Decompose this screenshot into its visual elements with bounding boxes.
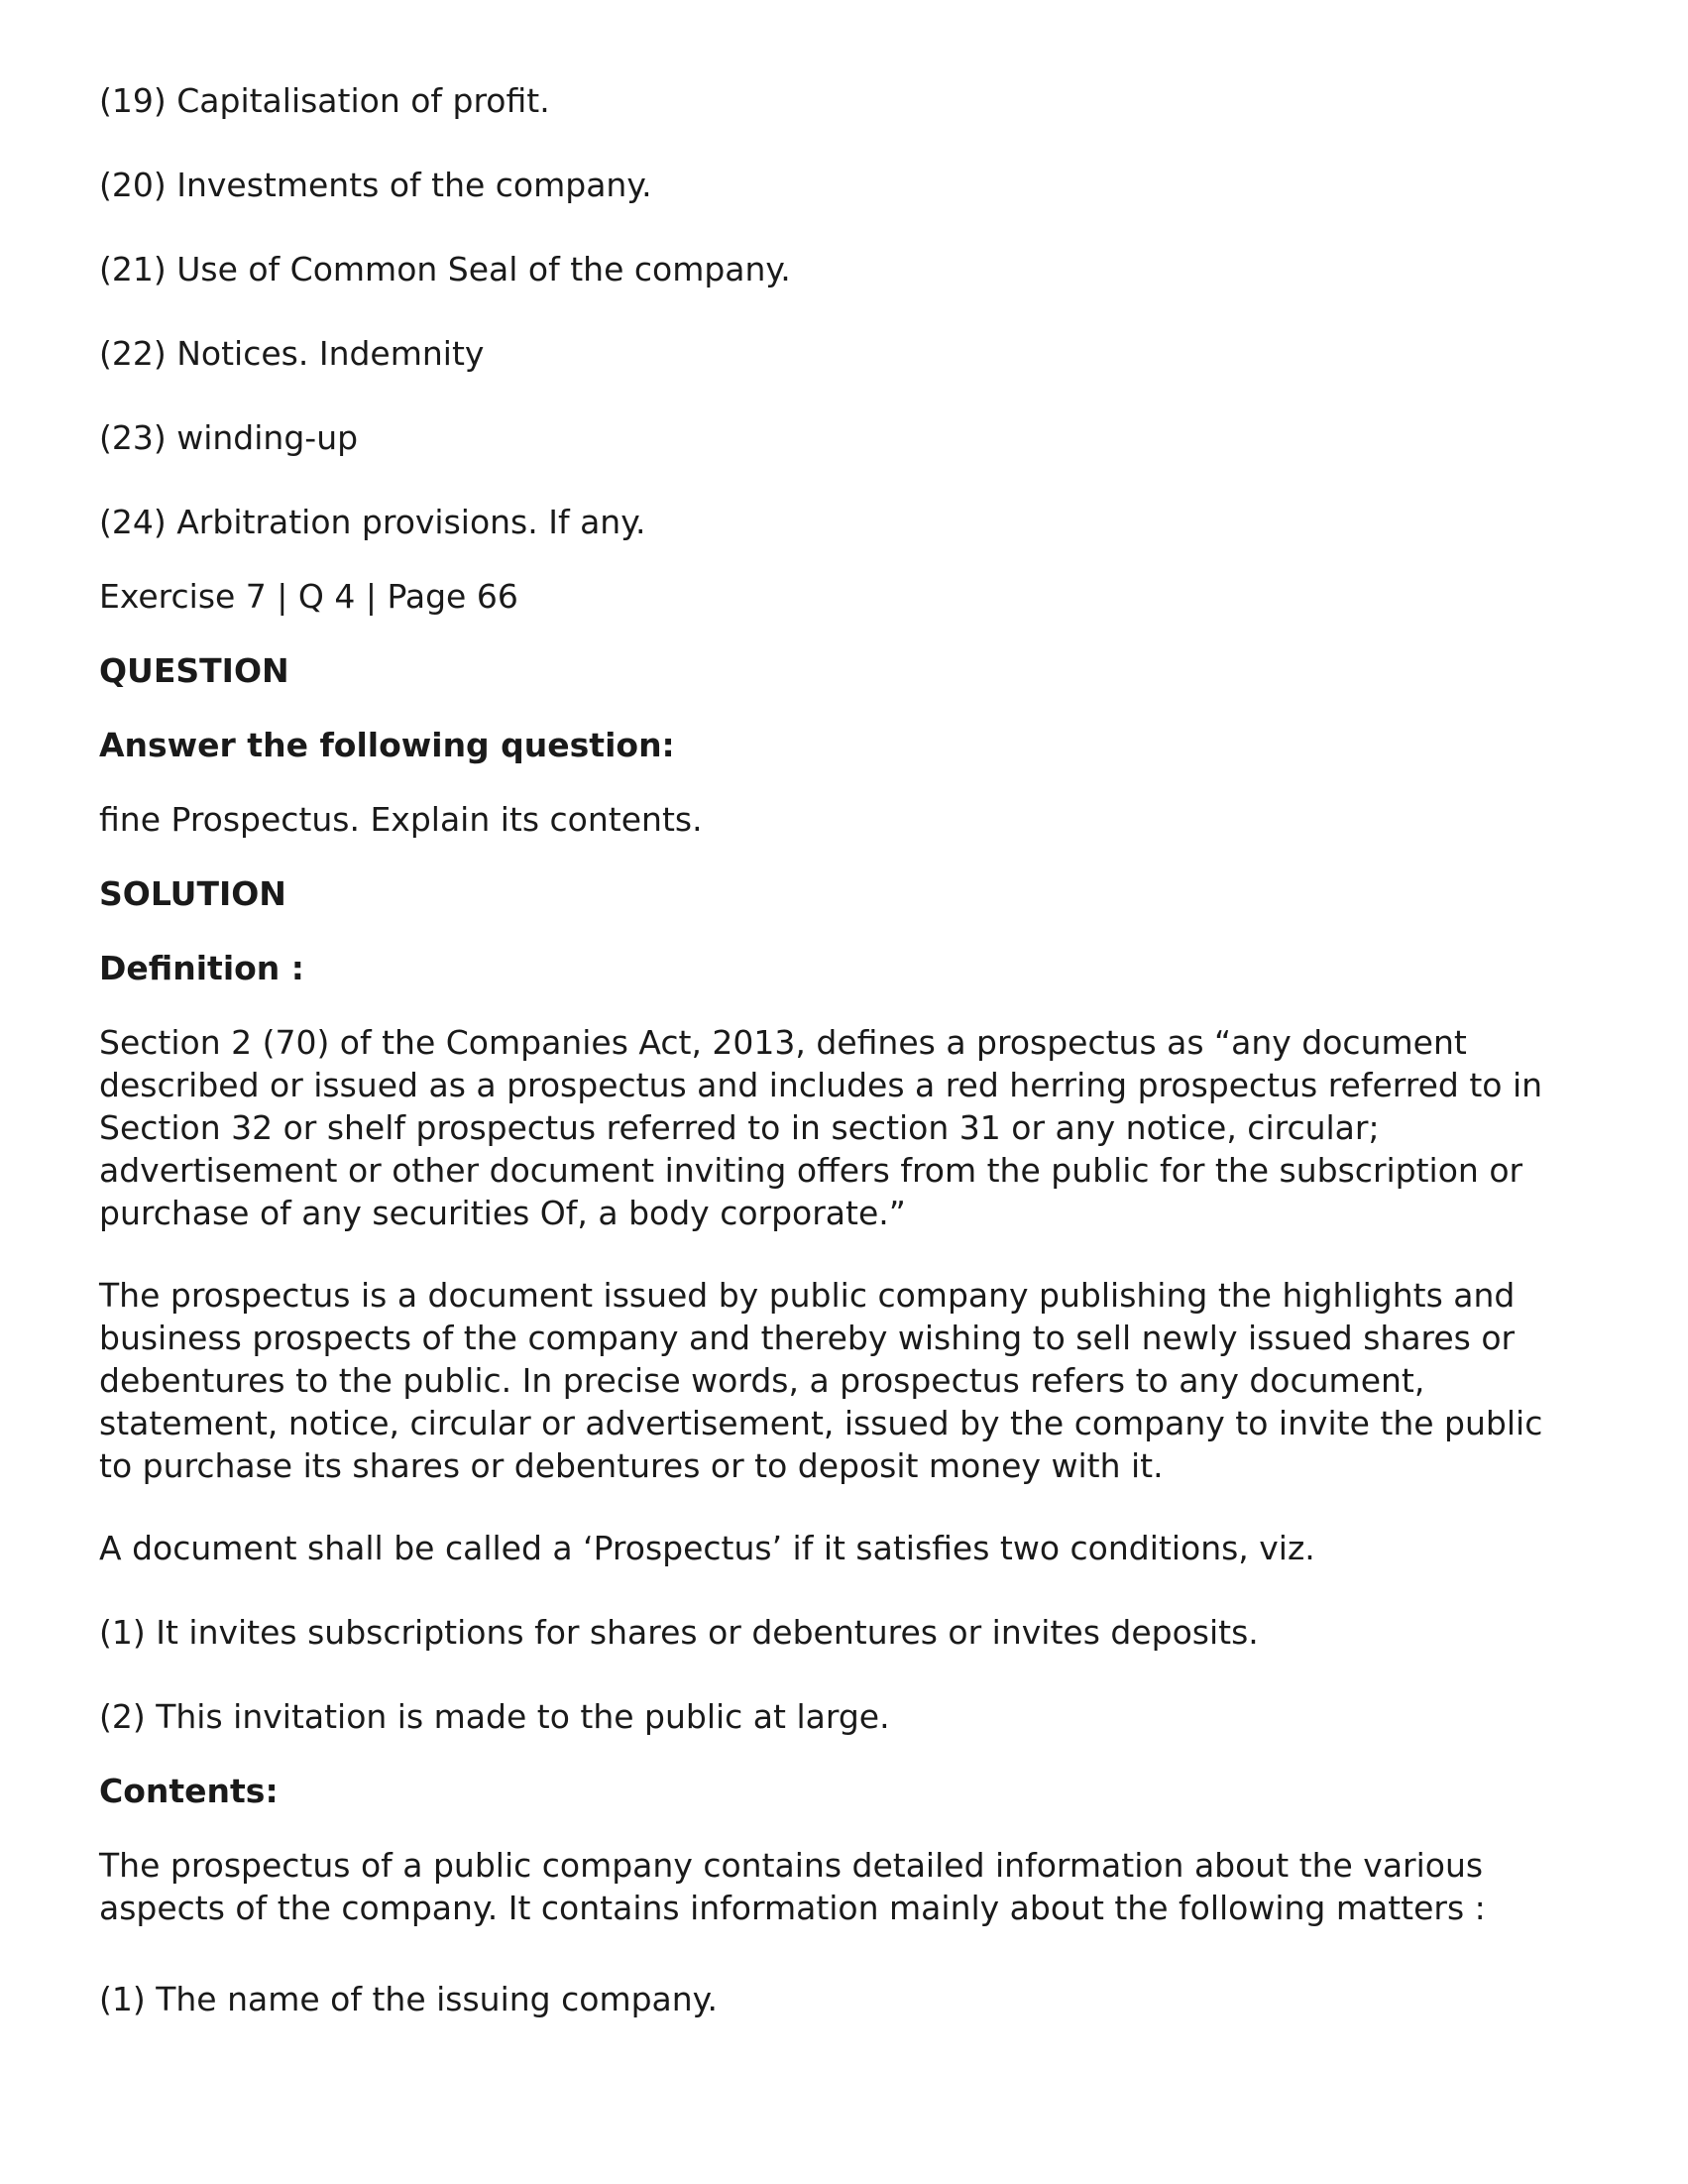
list-item: (24) Arbitration provisions. If any. [99,503,646,541]
paragraph-line: debentures to the public. In precise words, a prospectus refers to any document, [99,1361,1425,1400]
definition-paragraph [99,1021,1606,1234]
condition-item: (2) This invitation is made to the public at large. [99,1697,890,1736]
paragraph-line: statement, notice, circular or advertisement, issued by the company to invite the public [99,1404,1543,1442]
paragraph-line: The prospectus of a public company contains detailed information about the various [99,1846,1484,1885]
paragraph-line: advertisement or other document inviting offers from the public for the subscription or [99,1151,1523,1190]
paragraph-line: aspects of the company. It contains information mainly about the following matters : [99,1889,1486,1927]
paragraph-line: business prospects of the company and thereby wishing to sell newly issued shares or [99,1319,1516,1357]
contents-heading: Contents: [99,1772,279,1810]
contents-paragraph [99,1844,1606,1929]
question-prompt: Answer the following question: [99,726,675,764]
paragraph-line: Section 32 or shelf prospectus referred to in section 31 or any notice, circular; [99,1108,1380,1147]
paragraph-line: The prospectus is a document issued by public company publishing the highlights and [99,1276,1516,1315]
list-item: (20) Investments of the company. [99,166,652,204]
paragraph-line: described or issued as a prospectus and includes a red herring prospectus referred to in [99,1066,1543,1104]
paragraph-line: to purchase its shares or debentures or to deposit money with it. [99,1446,1164,1485]
paragraph-line: Section 2 (70) of the Companies Act, 2013, defines a prospectus as “any document [99,1023,1467,1062]
condition-item: (1) It invites subscriptions for shares or debentures or invites deposits. [99,1613,1259,1652]
solution-heading: SOLUTION [99,874,286,913]
exercise-reference: Exercise 7 | Q 4 | Page 66 [99,577,518,616]
paragraph-line: purchase of any securities Of, a body corporate.” [99,1194,906,1232]
list-item: (1) The name of the issuing company. [99,1980,718,2018]
question-text: fine Prospectus. Explain its contents. [99,800,703,839]
list-item: (22) Notices. Indemnity [99,334,485,373]
list-item: (23) winding-up [99,418,359,457]
list-item: (21) Use of Common Seal of the company. [99,250,791,288]
definition-heading: Definition : [99,949,304,987]
explanation-paragraph [99,1274,1606,1487]
list-item: (19) Capitalisation of profit. [99,81,550,120]
question-heading: QUESTION [99,651,289,690]
conditions-intro: A document shall be called a ‘Prospectus’ if it satisfies two conditions, viz. [99,1529,1315,1567]
